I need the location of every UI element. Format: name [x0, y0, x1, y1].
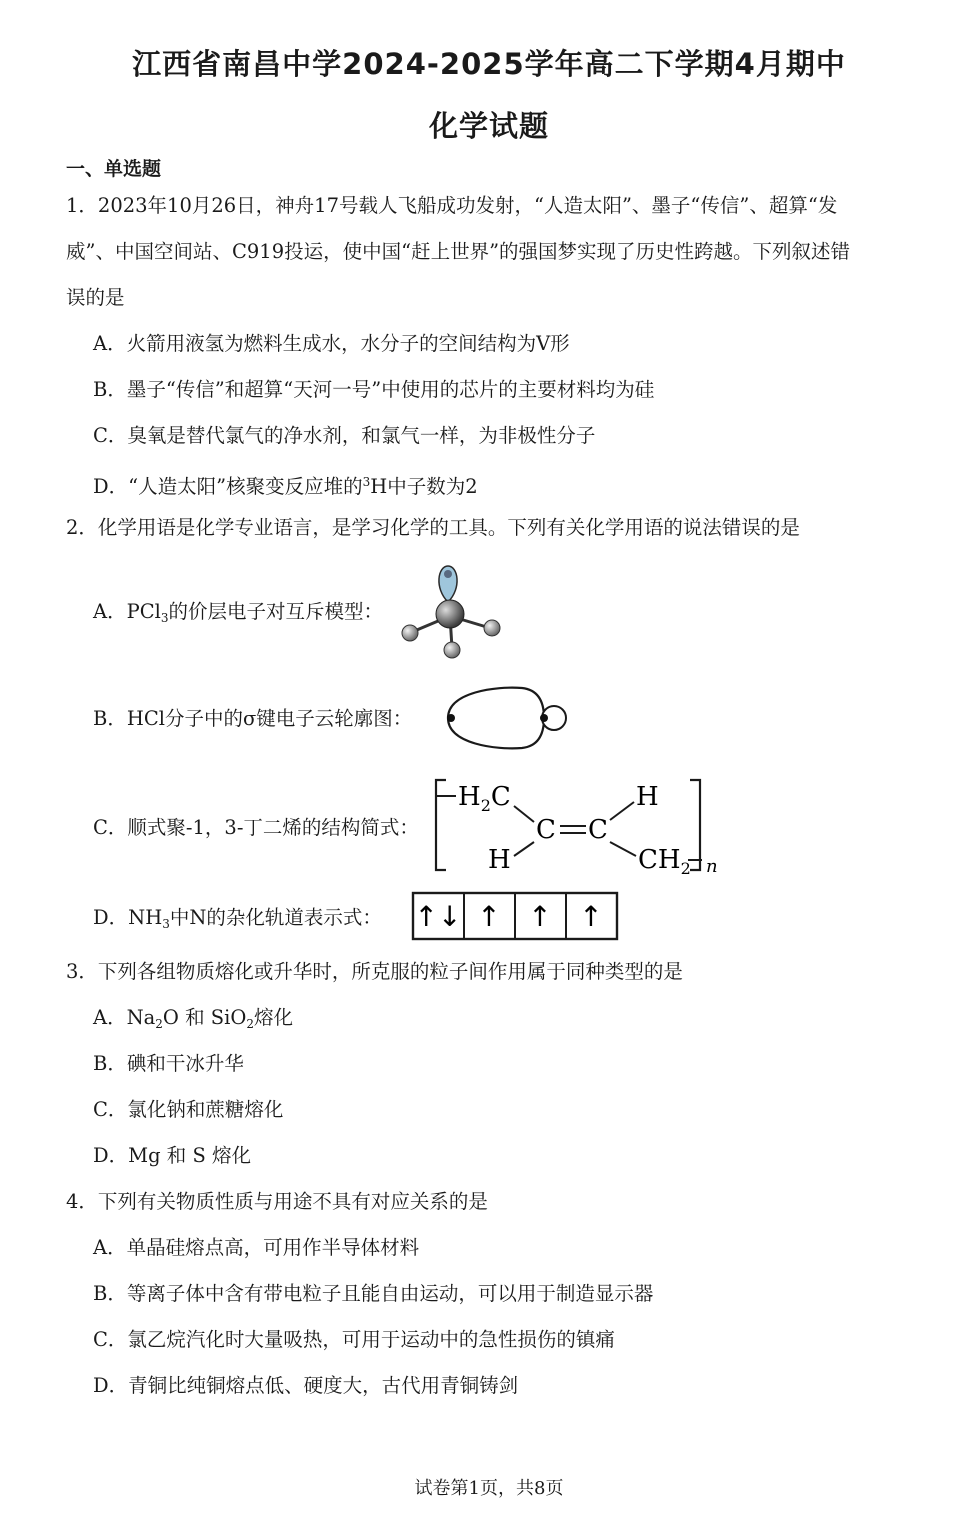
hydrogen-bottom: H [488, 845, 511, 875]
q2-option-a-prefix: A．PCl [93, 600, 161, 623]
q4-option-c: C．氯乙烷汽化时大量吸热，可用于运动中的急性损伤的镇痛 [93, 1328, 615, 1351]
q1-option-b: B．墨子“传信”和超算“天河一号”中使用的芯片的主要材料均为硅 [93, 378, 655, 401]
orbital-box-electrons: ↑↓ [414, 900, 462, 933]
polymer-structure-figure [430, 772, 730, 882]
q1-option-d-suffix: 中子数为2 [387, 475, 478, 498]
q1-stem-line2: 威”、中国空间站、C919投运，使中国“赶上世界”的强国梦实现了历史性跨越。下列叙述错 [66, 240, 851, 263]
hydrogen-top: H [636, 782, 659, 812]
h2c-group: $H_2C$ [458, 782, 511, 815]
sigma-bond-orbital-figure [436, 684, 570, 750]
q3-option-a-part1: A．Na [93, 1006, 156, 1029]
ch2-group: $CH_2$ [638, 845, 691, 878]
q4-option-d: D．青铜比纯铜熔点低、硬度大，古代用青铜铸剑 [93, 1374, 519, 1397]
orbital-box-electrons: ↑ [579, 900, 603, 933]
vsepr-model-figure [398, 562, 506, 660]
q4-option-a: A．单晶硅熔点高，可用作半导体材料 [93, 1236, 420, 1259]
ligand-atom [484, 620, 500, 636]
q4-option-b: B．等离子体中含有带电粒子且能自由运动，可以用于制造显示器 [93, 1282, 654, 1305]
q3-option-b: B．碘和干冰升华 [93, 1052, 244, 1075]
section-heading: 一、单选题 [66, 158, 162, 180]
ligand-atom [402, 625, 418, 641]
orbital-box-diagram [412, 892, 620, 942]
q2-option-a-suffix: 的价层电子对互斥模型： [168, 600, 384, 623]
bond-line [610, 842, 636, 856]
q2-option-c: C．顺式聚-1，3-丁二烯的结构简式： [93, 816, 419, 839]
q2-option-d-subscript: 3 [162, 917, 170, 931]
q1-option-a: A．火箭用液氢为燃料生成水，水分子的空间结构为V形 [93, 332, 570, 355]
q1-stem-line1: 1．2023年10月26日，神舟17号载人飞船成功发射，“人造太阳”、墨子“传信”、超算“发 [66, 194, 838, 217]
q3-option-d: D．Mg 和 S 熔化 [93, 1144, 252, 1167]
q3-option-a-part2: O 和 SiO [162, 1006, 247, 1029]
carbon-2: C [588, 815, 608, 845]
q2-option-b: B．HCl分子中的σ键电子云轮廓图： [93, 707, 413, 730]
exam-subtitle: 化学试题 [428, 109, 549, 143]
q3-option-a-subscript: 2 [155, 1017, 163, 1031]
q1-option-d-mass-number: 3 [362, 475, 371, 489]
q2-option-a [93, 599, 383, 631]
orbital-contour [448, 688, 544, 749]
q2-option-a-subscript: 3 [160, 611, 169, 625]
nucleus-dot [540, 714, 548, 722]
repeat-n: n [706, 856, 718, 877]
q2-option-d-prefix: D．NH [93, 906, 163, 929]
q3-option-a-part3: 熔化 [254, 1006, 294, 1029]
left-bracket [436, 780, 446, 870]
page-footer: 试卷第1页，共8页 [414, 1478, 564, 1499]
q1-option-d-prefix: D．“人造太阳”核聚变反应堆的 [93, 475, 363, 498]
q3-option-a-subscript: 2 [246, 1017, 255, 1031]
bond-line [514, 842, 534, 856]
ligand-atom [444, 642, 460, 658]
q3-option-c: C．氯化钠和蔗糖熔化 [93, 1098, 284, 1121]
exam-title: 江西省南昌中学2024-2025学年高二下学期4月期中 [132, 47, 846, 81]
q3-stem: 3．下列各组物质熔化或升华时，所克服的粒子间作用属于同种类型的是 [66, 960, 683, 983]
central-atom [436, 600, 464, 628]
right-bracket [690, 780, 700, 870]
orbital-box-electrons: ↑ [528, 900, 552, 933]
lone-pair-dot [444, 570, 452, 578]
q1-stem-line3: 误的是 [66, 286, 125, 309]
bond-line [610, 802, 634, 820]
q2-option-d-suffix: 中N的杂化轨道表示式： [169, 906, 382, 929]
orbital-box-electrons: ↑ [477, 900, 501, 933]
q1-option-c: C．臭氧是替代氯气的净水剂，和氯气一样，为非极性分子 [93, 424, 596, 447]
q4-stem: 4．下列有关物质性质与用途不具有对应关系的是 [66, 1190, 488, 1213]
q3-option-a [93, 1005, 293, 1037]
nucleus-dot [447, 714, 455, 722]
q1-option-d [93, 469, 478, 500]
bond-line [514, 806, 534, 822]
q2-stem: 2．化学用语是化学专业语言，是学习化学的工具。下列有关化学用语的说法错误的是 [66, 516, 800, 539]
q1-option-d-element: H [370, 475, 388, 498]
carbon-1: C [536, 815, 556, 845]
q2-option-d [93, 905, 382, 937]
